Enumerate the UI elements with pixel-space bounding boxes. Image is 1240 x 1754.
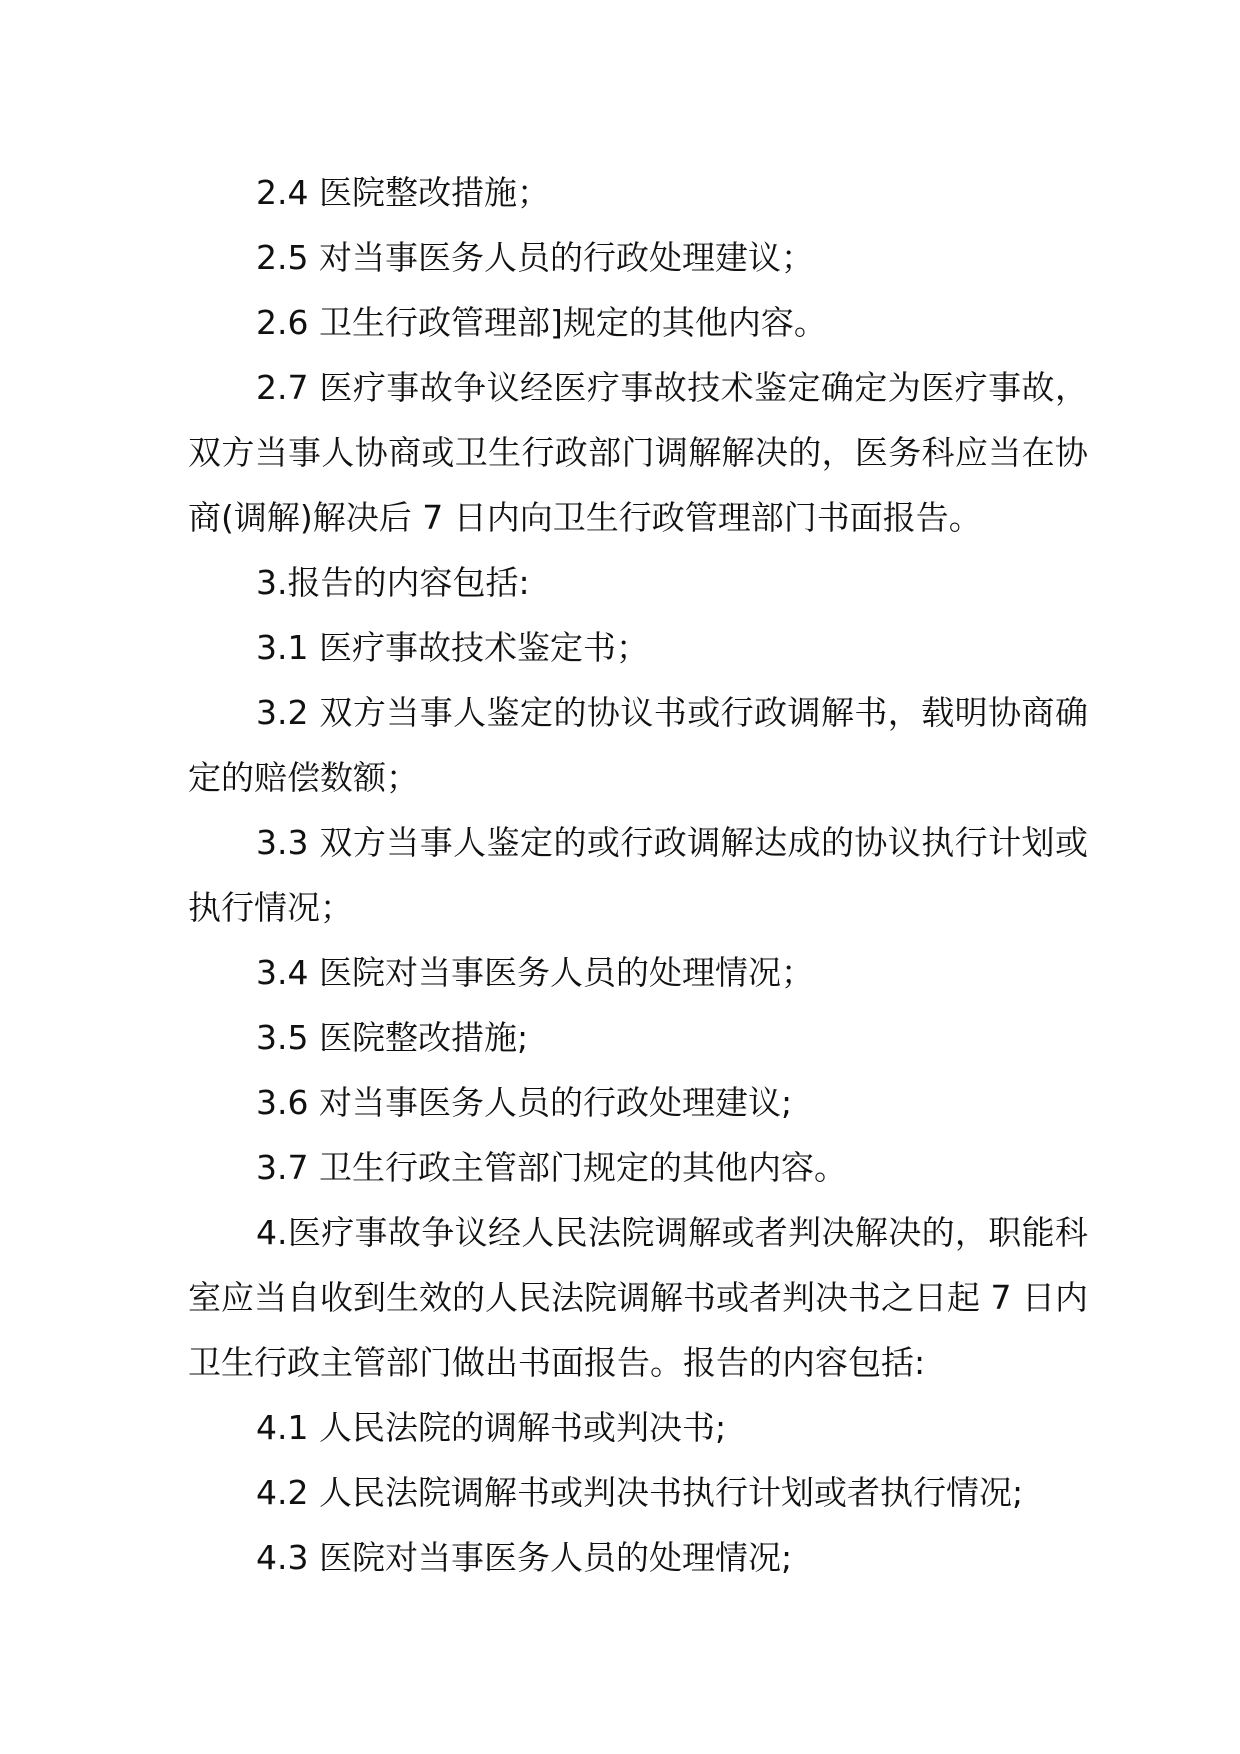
paragraph-4-2: 4.2 人民法院调解书或判决书执行计划或者执行情况; bbox=[256, 1473, 1024, 1512]
paragraph-2-7: 2.7 医疗事故争议经医疗事故技术鉴定确定为医疗事故，双方当事人协商或卫生行政部门调解解决的，医务科应当在协商(调解)解决后 7 日内向卫生行政管理部门书面报告。 bbox=[188, 368, 1088, 537]
paragraph-3-5: 3.5 医院整改措施; bbox=[256, 1018, 529, 1057]
paragraph-3-1: 3.1 医疗事故技术鉴定书； bbox=[256, 628, 649, 667]
paragraph-3-6: 3.6 对当事医务人员的行政处理建议; bbox=[256, 1083, 793, 1122]
paragraph-3: 3.报告的内容包括: bbox=[256, 563, 530, 602]
paragraph-3-7: 3.7 卫生行政主管部门规定的其他内容。 bbox=[256, 1148, 847, 1187]
paragraph-2-4: 2.4 医院整改措施； bbox=[256, 173, 550, 212]
paragraph-4: 4.医疗事故争议经人民法院调解或者判决解决的，职能科室应当自收到生效的人民法院调解书或者判决书之日起 7 日内卫生行政主管部门做出书面报告。报告的内容包括: bbox=[188, 1213, 1088, 1382]
paragraph-3-2: 3.2 双方当事人鉴定的协议书或行政调解书，载明协商确定的赔偿数额； bbox=[188, 693, 1088, 797]
paragraph-2-6: 2.6 卫生行政管理部]规定的其他内容。 bbox=[256, 303, 827, 342]
paragraph-4-3: 4.3 医院对当事医务人员的处理情况; bbox=[256, 1538, 793, 1577]
paragraph-3-4: 3.4 医院对当事医务人员的处理情况； bbox=[256, 953, 814, 992]
paragraph-4-1: 4.1 人民法院的调解书或判决书; bbox=[256, 1408, 727, 1447]
paragraph-2-5: 2.5 对当事医务人员的行政处理建议； bbox=[256, 238, 814, 277]
document-body bbox=[188, 160, 1088, 1590]
paragraph-3-3: 3.3 双方当事人鉴定的或行政调解达成的协议执行计划或执行情况； bbox=[188, 823, 1088, 927]
